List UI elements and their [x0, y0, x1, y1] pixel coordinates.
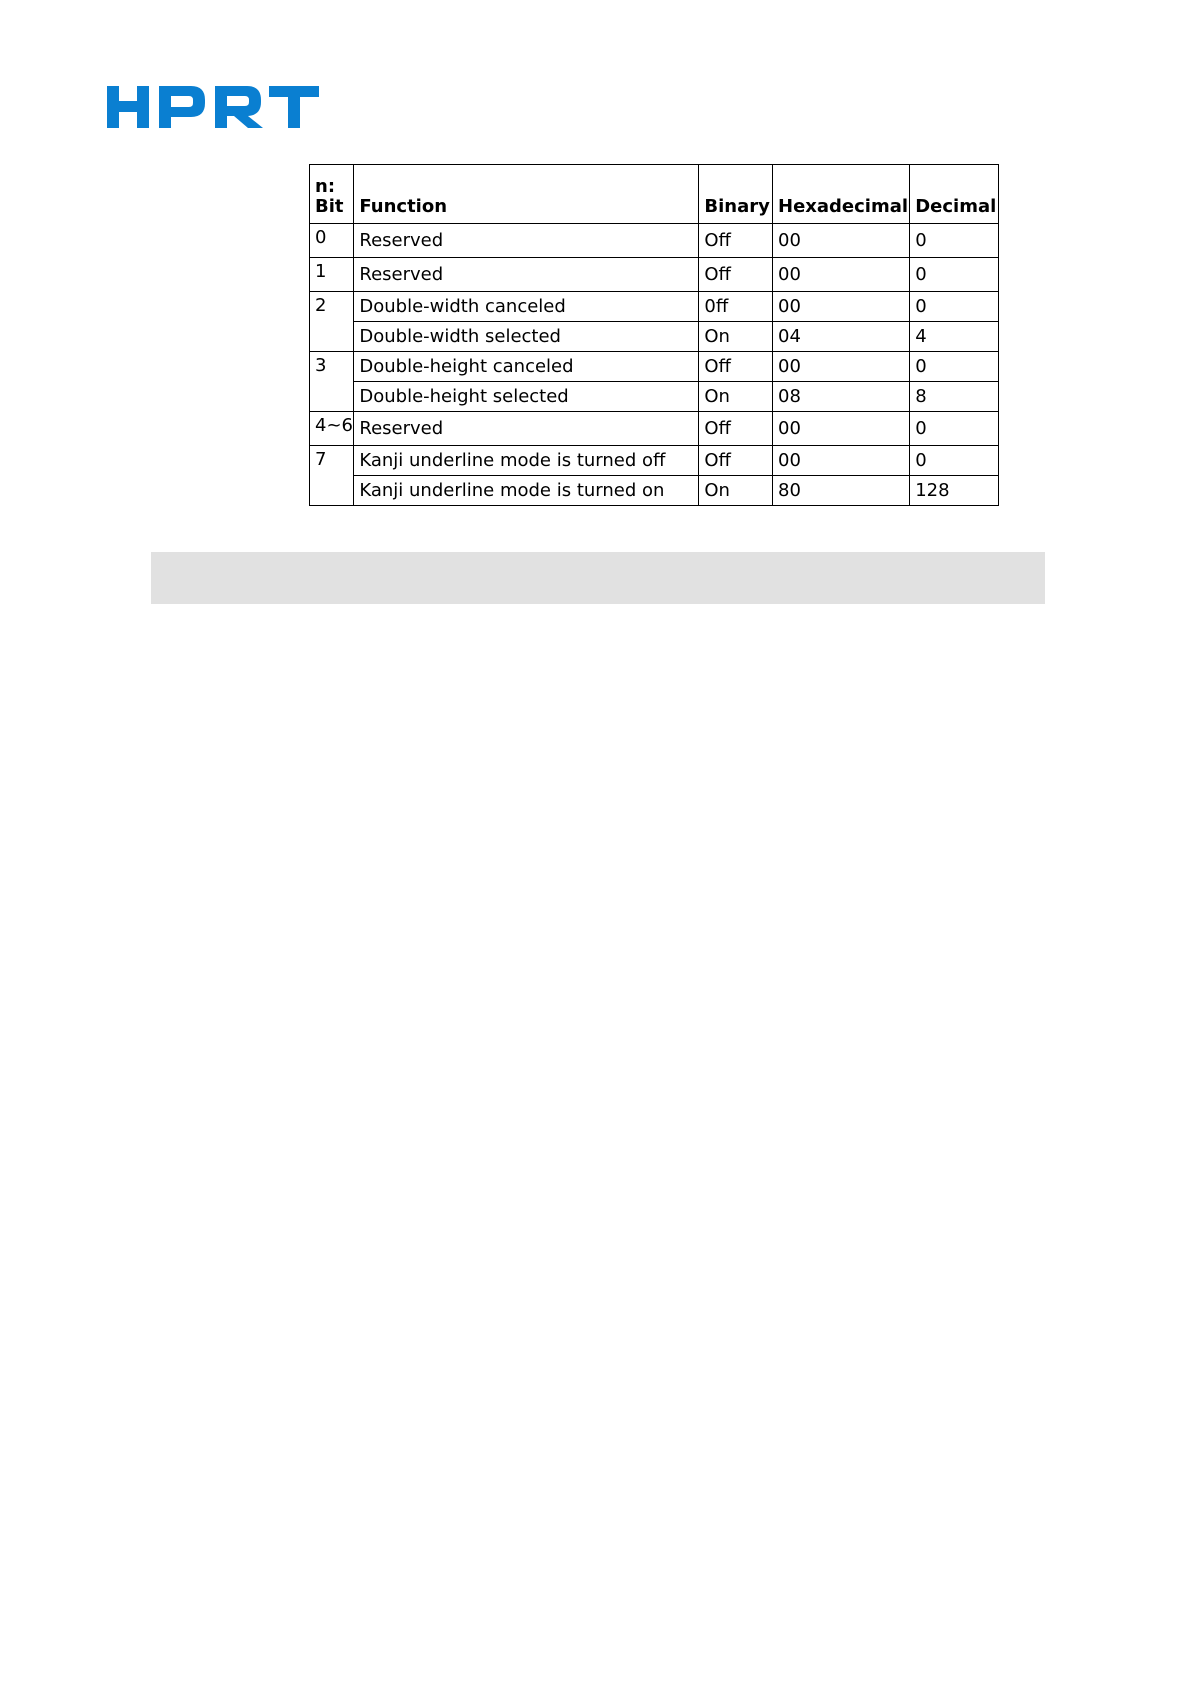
hex-cell: 00 [773, 352, 910, 382]
table-row [310, 352, 999, 382]
table-row [310, 476, 999, 506]
table-row [310, 292, 999, 322]
function-table [309, 164, 999, 506]
decimal-cell: 0 [910, 292, 999, 322]
hex-cell: 04 [773, 322, 910, 352]
hex-cell: 00 [773, 224, 910, 258]
hex-cell: 00 [773, 292, 910, 322]
function-cell: Double-height canceled [354, 352, 699, 382]
binary-cell: On [699, 476, 773, 506]
header-decimal: Decimal [910, 165, 999, 224]
decimal-cell: 0 [910, 224, 999, 258]
bit-cell: 4~6 [310, 412, 354, 446]
table-row [310, 258, 999, 292]
bit-cell: 1 [310, 258, 354, 292]
header-bit-n: n: [315, 176, 336, 198]
hex-cell: 08 [773, 382, 910, 412]
bit-cell: 7 [310, 446, 354, 506]
function-cell: Double-width canceled [354, 292, 699, 322]
bit-cell: 2 [310, 292, 354, 352]
hex-cell: 00 [773, 446, 910, 476]
hex-cell: 80 [773, 476, 910, 506]
hprt-logo-graphic [107, 84, 319, 130]
header-hexadecimal: Hexadecimal [773, 165, 910, 224]
binary-cell: On [699, 322, 773, 352]
table-row [310, 412, 999, 446]
table-header-row [310, 165, 999, 224]
header-bit [310, 165, 354, 224]
binary-cell: Off [699, 258, 773, 292]
decimal-cell: 0 [910, 412, 999, 446]
hex-cell: 00 [773, 258, 910, 292]
bit-cell: 0 [310, 224, 354, 258]
binary-cell: 0ff [699, 292, 773, 322]
decimal-cell: 8 [910, 382, 999, 412]
bit-cell: 3 [310, 352, 354, 412]
header-function: Function [354, 165, 699, 224]
function-cell: Reserved [354, 412, 699, 446]
function-cell: Reserved [354, 224, 699, 258]
header-binary: Binary [699, 165, 773, 224]
binary-cell: Off [699, 412, 773, 446]
binary-cell: On [699, 382, 773, 412]
table-row [310, 224, 999, 258]
section-heading-bar [151, 552, 1045, 604]
decimal-cell: 0 [910, 446, 999, 476]
function-cell: Kanji underline mode is turned off [354, 446, 699, 476]
function-cell: Kanji underline mode is turned on [354, 476, 699, 506]
header-bit-label: Bit [315, 196, 344, 218]
function-cell: Double-height selected [354, 382, 699, 412]
decimal-cell: 0 [910, 352, 999, 382]
function-cell: Double-width selected [354, 322, 699, 352]
table-row [310, 446, 999, 476]
decimal-cell: 4 [910, 322, 999, 352]
binary-cell: Off [699, 224, 773, 258]
binary-cell: Off [699, 446, 773, 476]
binary-cell: Off [699, 352, 773, 382]
decimal-cell: 0 [910, 258, 999, 292]
table-row [310, 382, 999, 412]
table-row [310, 322, 999, 352]
decimal-cell: 128 [910, 476, 999, 506]
function-cell: Reserved [354, 258, 699, 292]
hprt-logo [107, 84, 319, 130]
hex-cell: 00 [773, 412, 910, 446]
